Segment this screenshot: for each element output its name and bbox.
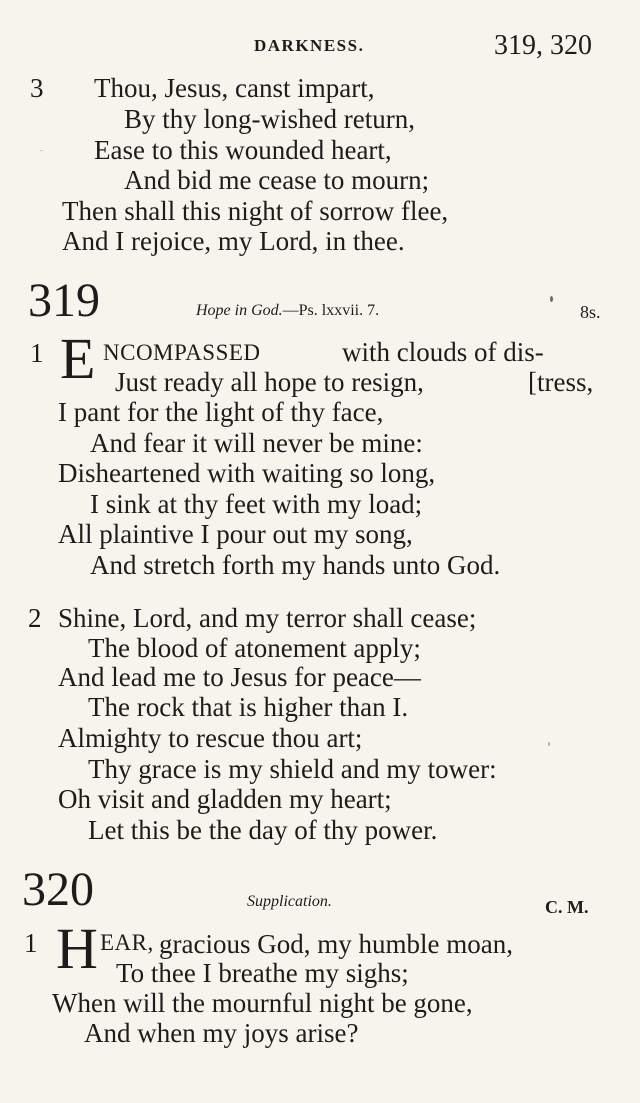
verse-line: And lead me to Jesus for peace— (58, 662, 421, 692)
drop-cap: E (60, 326, 96, 391)
hymn-meter: C. M. (545, 897, 589, 917)
verse-line: Disheartened with waiting so long, (58, 458, 436, 488)
scripture-reference: —Ps. lxxvii. 7. (282, 302, 380, 319)
page-numbers: 319, 320 (494, 30, 592, 61)
verse-line: When will the mournful night be gone, (52, 988, 473, 1018)
ink-speck (550, 296, 553, 302)
verse-line: with clouds of dis- (342, 337, 544, 367)
verse-line: Almighty to rescue thou art; (58, 723, 363, 753)
first-word-rest: NCOMPASSED (103, 340, 261, 365)
hymn-title: Supplication. (247, 893, 332, 910)
first-word-rest: EAR, (100, 930, 154, 955)
hymn-title-text: Hope in God. (196, 302, 283, 319)
verse-line: The blood of atonement apply; (88, 633, 421, 663)
verse-number: 2 (28, 603, 42, 633)
ink-speck (40, 150, 43, 151)
verse-number: 1 (24, 928, 38, 958)
drop-cap: H (56, 916, 98, 981)
verse-line: Let this be the day of thy power. (88, 815, 438, 845)
verse-line: All plaintive I pour out my song, (58, 519, 413, 549)
verse-line: I sink at thy feet with my load; (90, 489, 423, 519)
verse-line: To thee I breathe my sighs; (116, 958, 409, 988)
verse-line: By thy long-wished return, (124, 104, 415, 134)
verse-line: Then shall this night of sorrow flee, (62, 196, 449, 226)
verse-line: Thou, Jesus, canst impart, (94, 73, 375, 103)
hymn-number: 319 (28, 274, 100, 327)
verse-line: I pant for the light of thy face, (58, 397, 384, 427)
verse-line: And fear it will never be mine: (90, 428, 423, 458)
hymn-number: 320 (22, 863, 94, 916)
hymn-meter: 8s. (580, 302, 601, 322)
verse-line: And when my joys arise? (84, 1018, 359, 1048)
verse-line: And stretch forth my hands unto God. (90, 550, 501, 580)
verse-line: Just ready all hope to resign, (115, 367, 424, 397)
verse-line-overflow: [tress, (528, 367, 594, 397)
ink-speck (548, 742, 550, 746)
verse-line: The rock that is higher than I. (88, 692, 409, 722)
verse-line: Thy grace is my shield and my tower: (88, 754, 497, 784)
verse-line: Shine, Lord, and my terror shall cease; (58, 603, 477, 633)
verse-number: 1 (30, 338, 44, 368)
hymn-title (196, 302, 379, 320)
verse-line: And I rejoice, my Lord, in thee. (62, 226, 405, 256)
verse-line: gracious God, my humble moan, (159, 929, 513, 959)
verse-line: Oh visit and gladden my heart; (58, 784, 392, 814)
running-title: DARKNESS. (254, 36, 365, 55)
verse-line: Ease to this wounded heart, (94, 135, 392, 165)
verse-number: 3 (30, 73, 44, 103)
verse-line: And bid me cease to mourn; (124, 165, 430, 195)
